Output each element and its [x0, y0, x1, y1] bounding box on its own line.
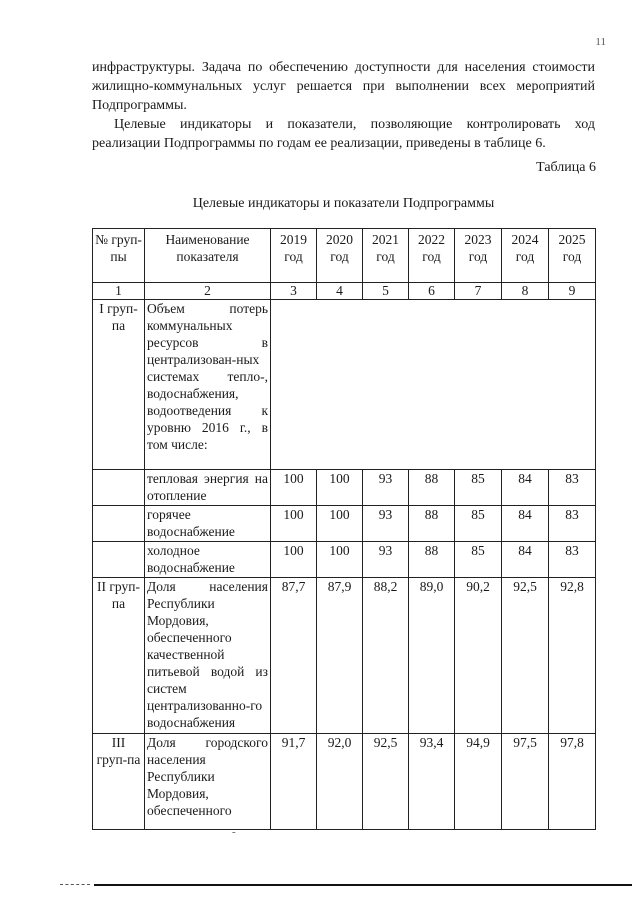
column-number: 2	[145, 283, 271, 300]
indicator-name: горячее водоснабжение	[145, 506, 271, 542]
group-number: I груп-па	[93, 300, 145, 470]
table-row-group-3	[93, 734, 596, 830]
intro-text	[92, 58, 595, 153]
column-number: 5	[363, 283, 409, 300]
value-2025: 83	[549, 506, 596, 542]
value-2023: 90,2	[455, 578, 502, 734]
value-2024: 97,5	[502, 734, 549, 830]
value-2020: 87,9	[317, 578, 363, 734]
indicator-name: холодное водоснабжение	[145, 542, 271, 578]
header-year-2025: 2025 год	[549, 229, 596, 283]
column-number-row	[93, 283, 596, 300]
empty-values-cell	[271, 300, 596, 470]
value-2023: 85	[455, 542, 502, 578]
group-number: III груп-па	[93, 734, 145, 830]
value-2019: 91,7	[271, 734, 317, 830]
value-2025: 92,8	[549, 578, 596, 734]
value-2021: 92,5	[363, 734, 409, 830]
table-row-heat	[93, 470, 596, 506]
column-number: 4	[317, 283, 363, 300]
column-number: 1	[93, 283, 145, 300]
indicator-name: Доля населения Республики Мордовия, обеспеченного качественной питьевой водой из систем централизованно-го водоснабжения	[145, 578, 271, 734]
table-row-hot-water	[93, 506, 596, 542]
table-header-row	[93, 229, 596, 283]
value-2022: 88	[409, 542, 455, 578]
table-row-group-1	[93, 300, 596, 470]
value-2021: 93	[363, 506, 409, 542]
value-2023: 94,9	[455, 734, 502, 830]
value-2019: 100	[271, 470, 317, 506]
value-2024: 84	[502, 506, 549, 542]
value-2022: 93,4	[409, 734, 455, 830]
header-year-2024: 2024 год	[502, 229, 549, 283]
value-2024: 92,5	[502, 578, 549, 734]
column-number: 7	[455, 283, 502, 300]
value-2020: 92,0	[317, 734, 363, 830]
value-2025: 97,8	[549, 734, 596, 830]
indicator-name: тепловая энергия на отопление	[145, 470, 271, 506]
column-number: 8	[502, 283, 549, 300]
value-2022: 89,0	[409, 578, 455, 734]
value-2024: 84	[502, 470, 549, 506]
value-2020: 100	[317, 470, 363, 506]
value-2020: 100	[317, 542, 363, 578]
paragraph-2: Целевые индикаторы и показатели, позволяющие контролировать ход реализации Подпрограммы по годам ее реализации, приведены в таблице 6.	[92, 117, 595, 151]
group-number	[93, 470, 145, 506]
value-2025: 83	[549, 542, 596, 578]
group-number	[93, 506, 145, 542]
value-2021: 88,2	[363, 578, 409, 734]
header-year-2019: 2019 год	[271, 229, 317, 283]
table-row-cold-water	[93, 542, 596, 578]
scan-mark: -	[232, 826, 236, 838]
value-2024: 84	[502, 542, 549, 578]
header-year-2021: 2021 год	[363, 229, 409, 283]
group-number	[93, 542, 145, 578]
page-number: 11	[595, 36, 606, 48]
column-number: 9	[549, 283, 596, 300]
value-2022: 88	[409, 470, 455, 506]
value-2019: 100	[271, 506, 317, 542]
indicators-table	[92, 228, 596, 830]
header-group-no: № груп-пы	[93, 229, 145, 283]
indicator-name: Объем потерь коммунальных ресурсов в централизован-ных системах тепло-, водоснабжения, водоотведения к уровню 2016 г., в том числе:	[145, 300, 271, 470]
column-number: 6	[409, 283, 455, 300]
scan-edge-line	[94, 884, 632, 886]
value-2022: 88	[409, 506, 455, 542]
scan-edge-dash	[60, 884, 90, 886]
value-2019: 87,7	[271, 578, 317, 734]
header-year-2020: 2020 год	[317, 229, 363, 283]
value-2023: 85	[455, 506, 502, 542]
table-caption: Таблица 6	[536, 160, 596, 175]
value-2021: 93	[363, 470, 409, 506]
value-2019: 100	[271, 542, 317, 578]
paragraph-1: инфраструктуры. Задача по обеспечению доступности для населения стоимости жилищно-коммунальных услуг решается при выполнении всех мероприятий Подпрограммы.	[92, 60, 595, 113]
header-year-2022: 2022 год	[409, 229, 455, 283]
value-2020: 100	[317, 506, 363, 542]
value-2025: 83	[549, 470, 596, 506]
value-2021: 93	[363, 542, 409, 578]
column-number: 3	[271, 283, 317, 300]
value-2023: 85	[455, 470, 502, 506]
header-year-2023: 2023 год	[455, 229, 502, 283]
table-title: Целевые индикаторы и показатели Подпрограммы	[192, 196, 495, 211]
header-indicator-name: Наименование показателя	[145, 229, 271, 283]
group-number: II груп-па	[93, 578, 145, 734]
indicator-name: Доля городского населения Республики Мордовия, обеспеченного	[145, 734, 271, 830]
table-row-group-2	[93, 578, 596, 734]
